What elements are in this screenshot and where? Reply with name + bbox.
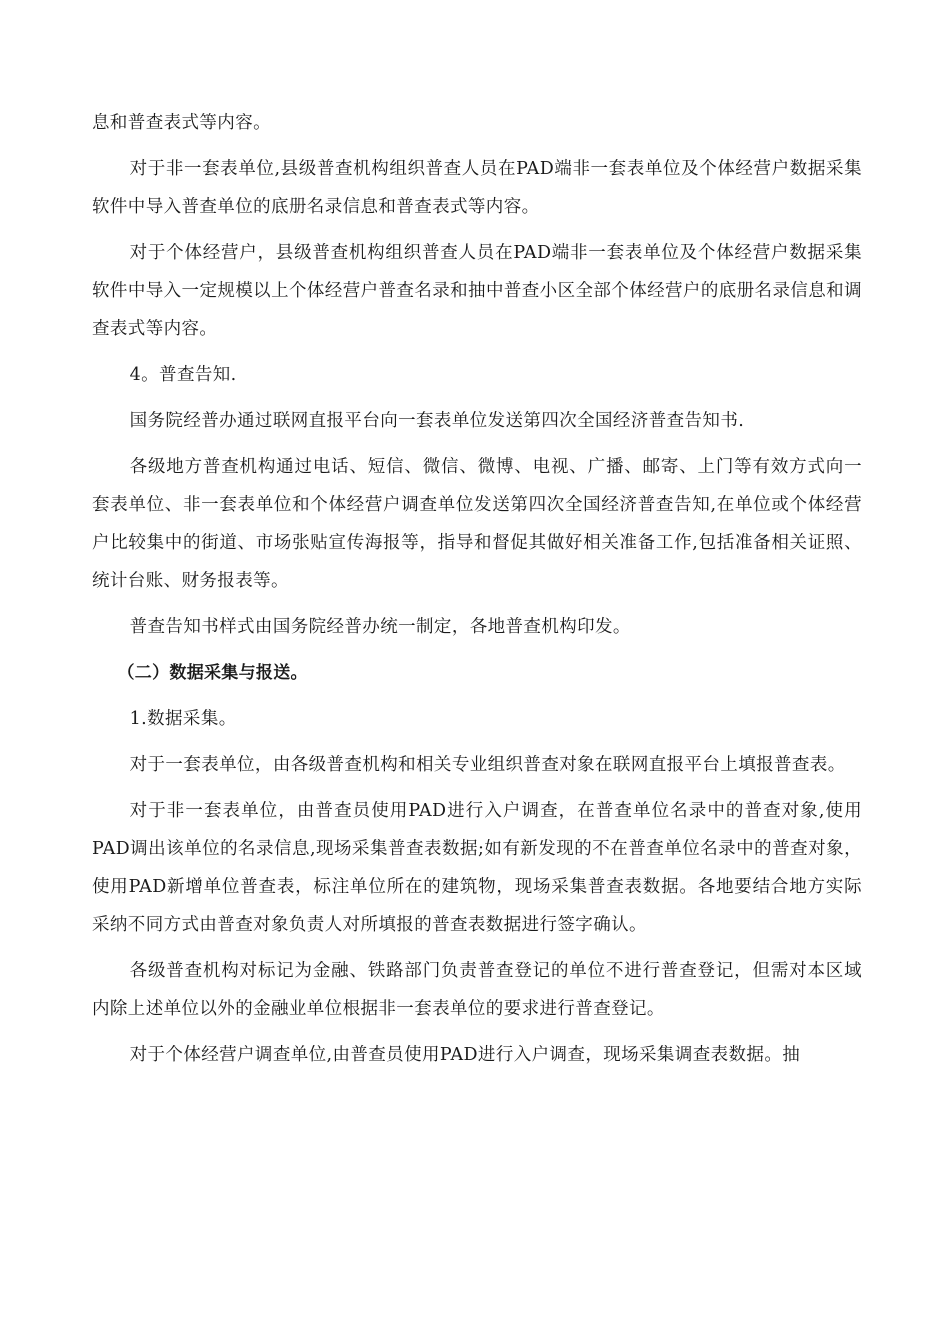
paragraph-finance-railway: 各级普查机构对标记为金融、铁路部门负责普查登记的单位不进行普查登记，但需对本区域内除上述单位以外的金融业单位根据非一套表单位的要求进行普查登记。 bbox=[92, 961, 862, 1019]
paragraph-notice-template: 普查告知书样式由国务院经普办统一制定，各地普查机构印发。 bbox=[129, 617, 631, 637]
paragraph-non-package-units: 对于非一套表单位,县级普查机构组织普查人员在PAD端非一套表单位及个体经营户数据采集软件中导入普查单位的底册名录信息和普查表式等内容。 bbox=[92, 159, 862, 217]
paragraph-individual-collection: 对于个体经营户调查单位,由普查员使用PAD进行入户调查，现场采集调查表数据。抽 bbox=[129, 1045, 801, 1065]
paragraph-individual-businesses: 对于个体经营户，县级普查机构组织普查人员在PAD端非一套表单位及个体经营户数据采集软件中导入一定规模以上个体经营户普查名录和抽中普查小区全部个体经营户的底册名录信息和调查表式等内容。 bbox=[92, 243, 862, 339]
section-title-census-notice: 4。普查告知. bbox=[129, 365, 237, 385]
subsection-title-data-collection: 1.数据采集。 bbox=[129, 709, 237, 729]
paragraph-state-council-notice: 国务院经普办通过联网直报平台向一套表单位发送第四次全国经济普查告知书. bbox=[129, 411, 745, 431]
document-body bbox=[92, 104, 862, 1082]
paragraph-local-notice-methods: 各级地方普查机构通过电话、短信、微信、微博、电视、广播、邮寄、上门等有效方式向一套表单位、非一套表单位和个体经营户调查单位发送第四次全国经济普查告知,在单位或个体经营户比较集中的街道、市场张贴宣传海报等，指导和督促其做好相关准备工作,包括准备相关证照、统计台账、财务报表等。 bbox=[92, 457, 862, 591]
paragraph-package-units-reporting: 对于一套表单位，由各级普查机构和相关专业组织普查对象在联网直报平台上填报普查表。 bbox=[129, 755, 846, 775]
section-heading-data-collection: （二）数据采集与报送。 bbox=[117, 663, 308, 683]
paragraph-non-package-collection: 对于非一套表单位，由普查员使用PAD进行入户调查，在普查单位名录中的普查对象,使用PAD调出该单位的名录信息,现场采集普查表数据;如有新发现的不在普查单位名录中的普查对象，使用PAD新增单位普查表，标注单位所在的建筑物，现场采集普查表数据。各地要结合地方实际采纳不同方式由普查对象负责人对所填报的普查表数据进行签字确认。 bbox=[92, 801, 862, 935]
paragraph-continuation: 息和普查表式等内容。 bbox=[92, 113, 271, 133]
